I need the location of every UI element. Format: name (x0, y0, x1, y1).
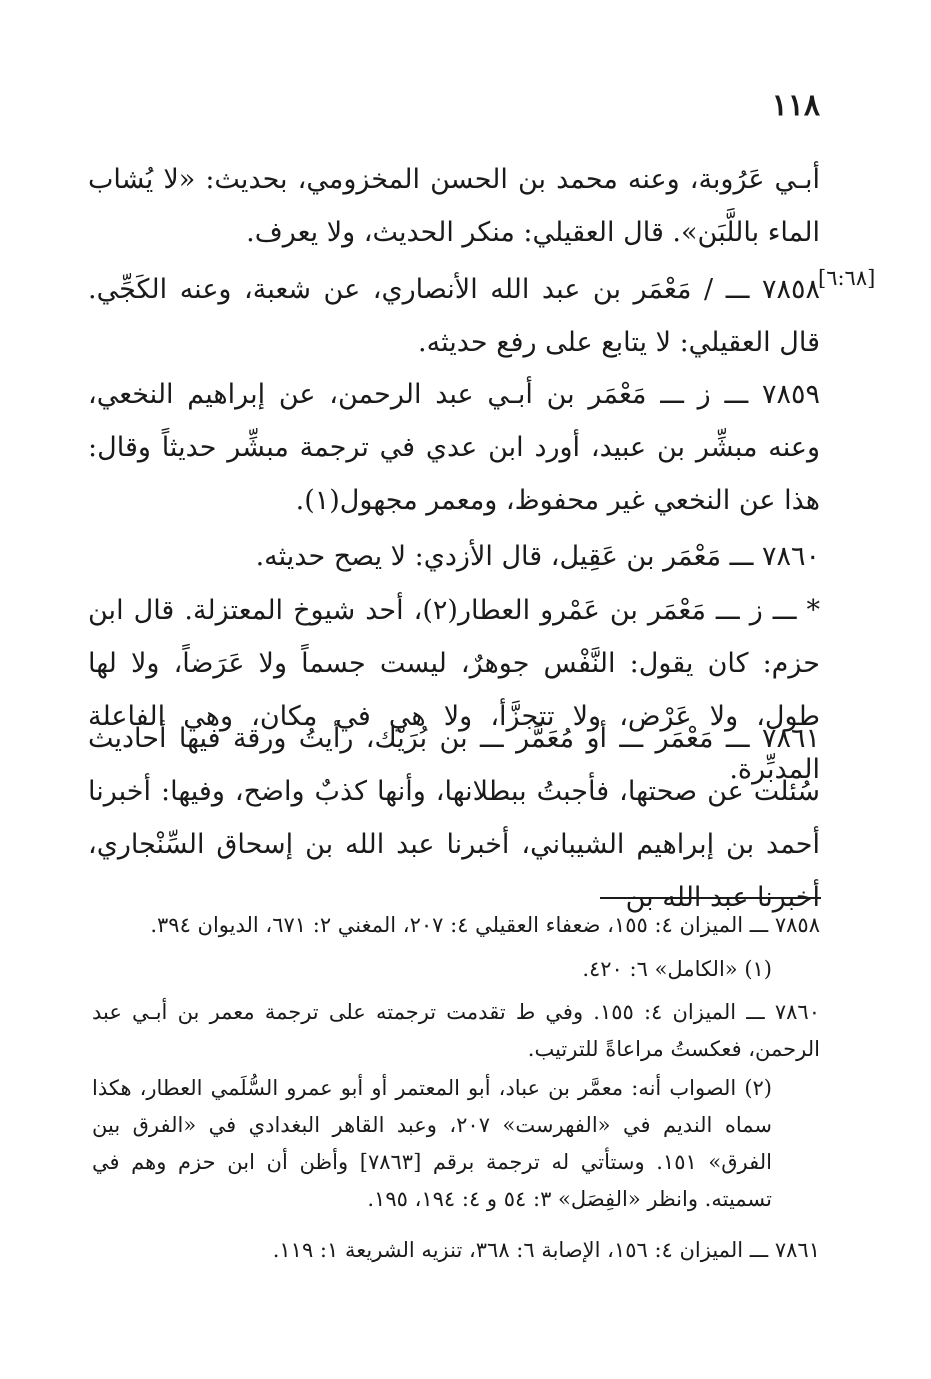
footnote-7860-block (92, 994, 820, 1068)
entry-7861 (88, 712, 820, 924)
entry-continuation (88, 153, 820, 259)
footnote-7861-block (92, 1232, 820, 1269)
paragraph-continuation: أبـي عَرُوبة، وعنه محمد بن الحسن المخزومي، بحديث: «لا يُشاب الماء باللَّبَن». قال العقيلي: منكر الحديث، ولا يعرف. (88, 164, 820, 248)
footnote-1: (١) «الكامل» ٦: ٤٢٠. (582, 957, 772, 981)
footnote-1-block (92, 951, 820, 988)
entry-7859 (88, 368, 820, 527)
footnote-7860: ٧٨٦٠ ـــ الميزان ٤: ١٥٥. وفي ط تقدمت ترجمته على ترجمة معمر بن أبـي عبد الرحمن، فعكستُ مراعاةً للترتيب. (92, 1000, 820, 1061)
footnote-7858: ٧٨٥٨ ـــ الميزان ٤: ١٥٥، ضعفاء العقيلي ٤: ٢٠٧، المغني ٢: ٦٧١، الديوان ٣٩٤. (150, 913, 820, 937)
footnote-7861: ٧٨٦١ ـــ الميزان ٤: ١٥٦، الإصابة ٦: ٣٦٨، تنزيه الشريعة ١: ١١٩. (272, 1238, 820, 1262)
paragraph-entry-7859: ٧٨٥٩ ـــ ز ـــ مَعْمَر بن أبـي عبد الرحمن، عن إبراهيم النخعي، وعنه مبشِّر بن عبيد، أورد ابن عدي في ترجمة مبشِّر حديثاً وقال: هذا عن النخعي غير محفوظ، ومعمر مجهول(١). (88, 379, 820, 516)
footnote-2: (٢) الصواب أنه: معمَّر بن عباد، أبو المعتمر أو أبو عمرو السُّلَمي العطار، هكذا سماه النديم في «الفهرست» ٢٠٧، وعبد القاهر البغدادي في «الفرق بين الفرق» ١٥١. وستأتي له ترجمة برقم [٧٨٦٣] وأظن أن ابن حزم وهم في تسميته. وانظر «الفِصَل» ٣: ٥٤ و ٤: ١٩٤، ١٩٥. (92, 1076, 772, 1211)
margin-reference: [٦:٦٨] (818, 266, 876, 290)
paragraph-entry-7858: ٧٨٥٨ ـــ / مَعْمَر بن عبد الله الأنصاري، عن شعبة، وعنه الكَجِّي. قال العقيلي: لا يتابع على رفع حديثه. (88, 274, 820, 358)
page-number: ١١٨ (771, 88, 820, 123)
footnote-2-block (92, 1070, 820, 1218)
paragraph-entry-star: * ـــ ز ـــ مَعْمَر بن عَمْرو العطار(٢)، أحد شيوخ المعتزلة. قال ابن حزم: كان يقول: النَّفْس جوهرٌ، ليست جسماً ولا عَرَضاً، ولا لها طول، ولا عَرْض، ولا تتجزَّأ، ولا هي في مكان، وهي الفاعلة المدبِّرة. (88, 595, 821, 785)
footnote-separator (600, 897, 821, 899)
entry-7858 (88, 263, 820, 369)
footnote-7858-block (92, 907, 820, 944)
paragraph-entry-7860: ٧٨٦٠ ـــ مَعْمَر بن عَقِيل، قال الأزدي: لا يصح حديثه. (255, 541, 820, 572)
paragraph-entry-7861: ٧٨٦١ ـــ مَعْمَر ـــ أو مُعَمَّر ـــ بن بُرَيْك، رأيتُ ورقة فيها أحاديث سُئلت عن صحتها، فأجبتُ ببطلانها، وأنها كذبٌ واضح، وفيها: أخبرنا أحمد بن إبراهيم الشيباني، أخبرنا عبد الله بن إسحاق السِّنْجاري، أخبرنا عبد الله بن (88, 723, 820, 913)
entry-7860 (88, 530, 820, 583)
